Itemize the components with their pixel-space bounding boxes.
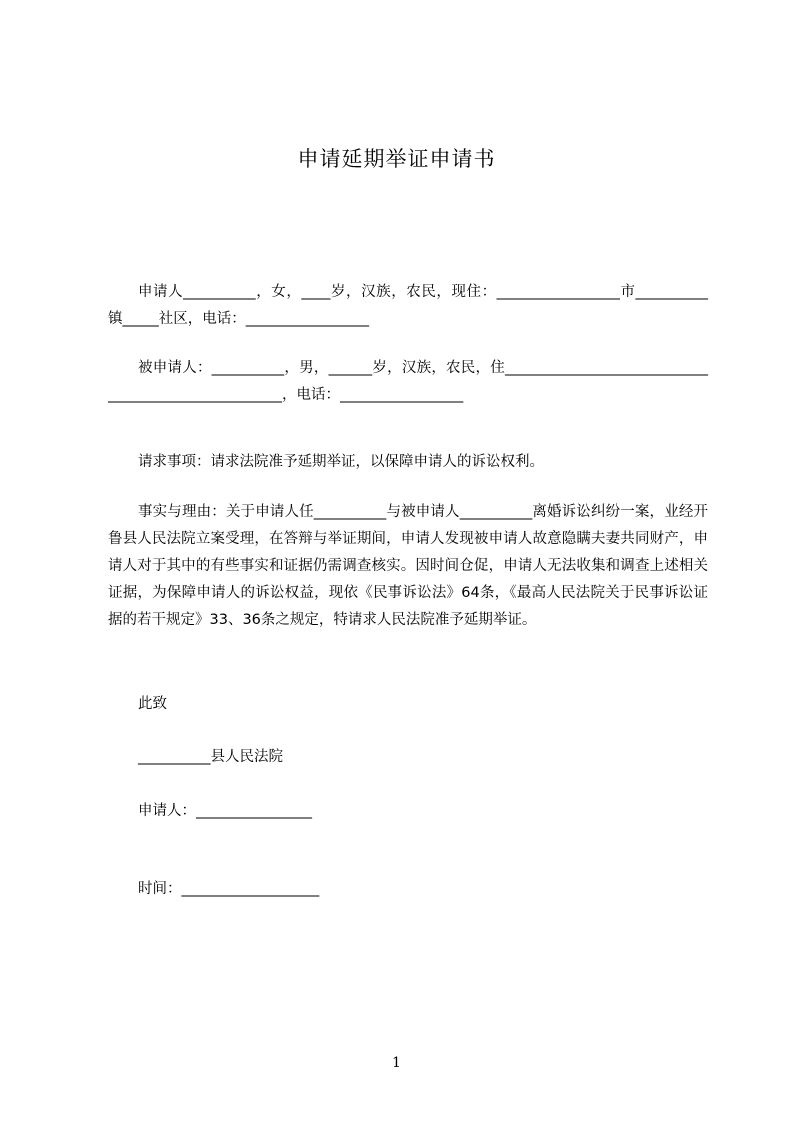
court-line: __________县人民法院 [138, 749, 283, 765]
date-line: 时间：___________________ [138, 881, 320, 897]
signature-line: 申请人：________________ [138, 803, 312, 819]
request-paragraph: 请求事项：请求法院准予延期举证，以保障申请人的诉讼权利。 [138, 454, 544, 470]
page-title: 申请延期举证申请书 [297, 147, 496, 171]
applicant-paragraph: 申请人__________，女，____岁，汉族，农民，现住：_________________市__________镇_____社区，电话：_________________ [108, 284, 708, 327]
facts-paragraph: 事实与理由：关于申请人任__________与被申请人__________离婚诉讼纠纷一案，业经开鲁县人民法院立案受理，在答辩与举证期间，申请人发现被申请人故意隐瞒夫妻共同财产，申请人对于其中的有些事实和证据仍需调查核实。因时间仓促，申请人无法收集和调查上述相关证据，为保障申请人的诉讼权益，现依《民事诉讼法》64条，《最高人民法院关于民事诉讼证据的若干规定》33、36条之规定，特请求人民法院准予延期举证。 [108, 504, 708, 628]
closing-text: 此致 [138, 696, 167, 712]
page-number: 1 [392, 1055, 401, 1071]
respondent-paragraph: 被申请人：__________，男，______岁，汉族，农民，住____________________________________________________，电话：_________________ [108, 360, 708, 403]
